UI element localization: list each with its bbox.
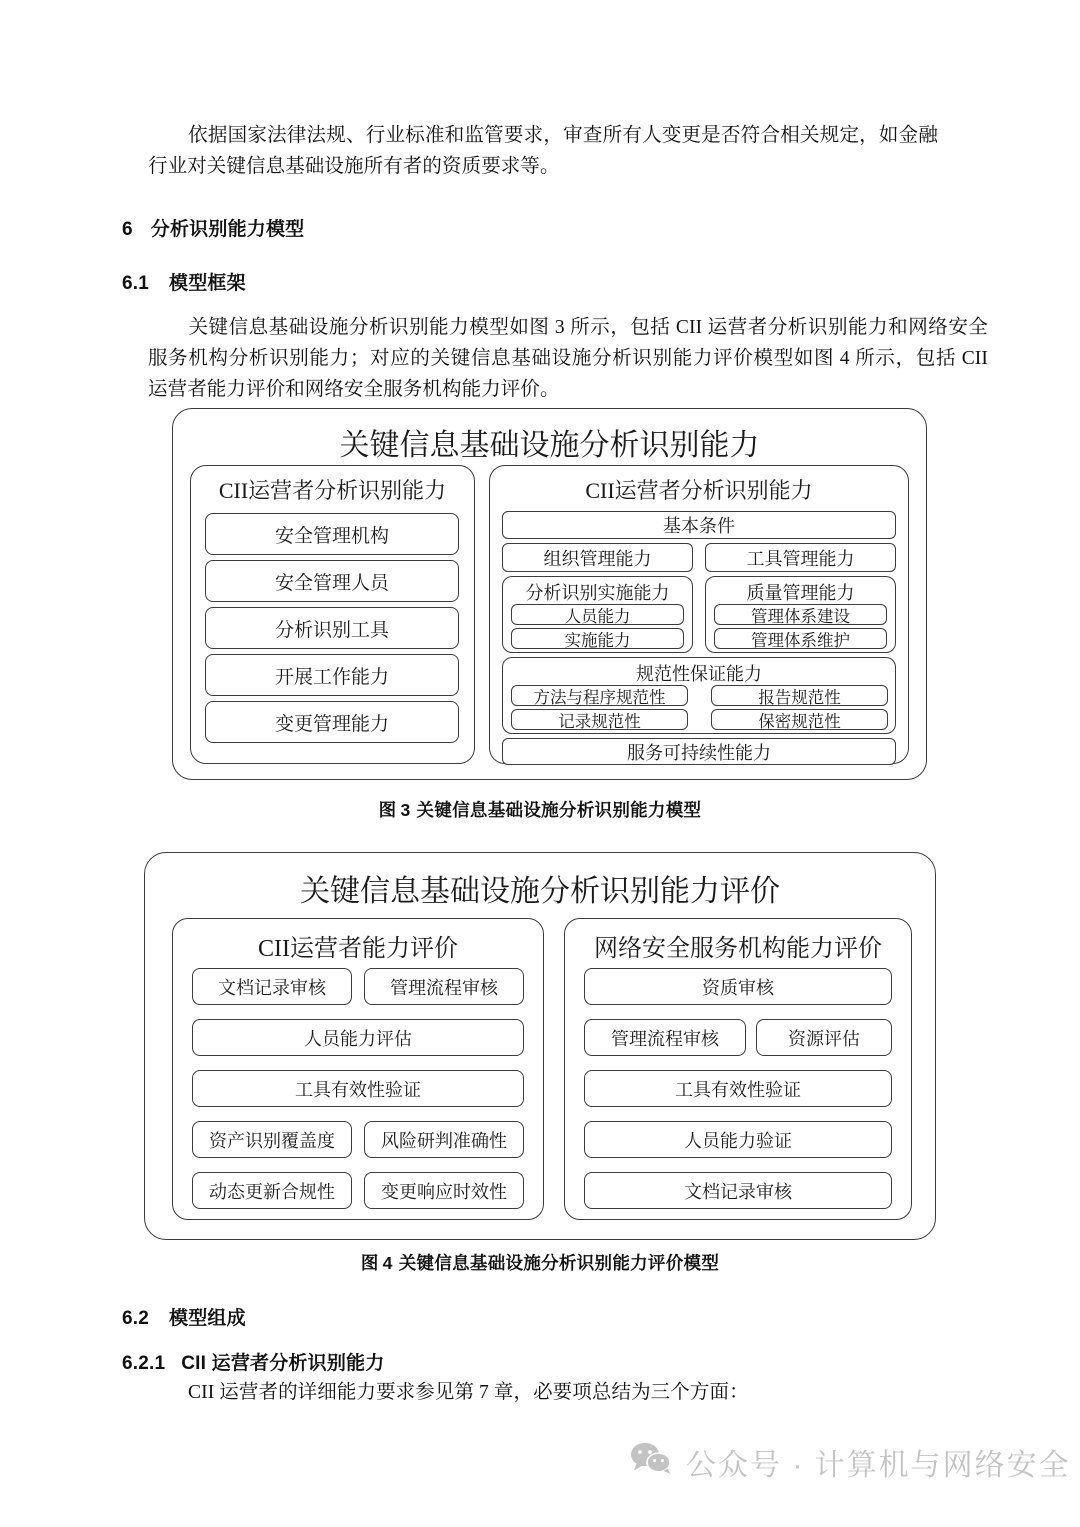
figure3-basic-condition (502, 511, 896, 539)
framework-paragraph (148, 312, 988, 405)
figure4-right-item-0-0 (584, 968, 892, 1005)
figure3-group-implementation-item-1 (511, 628, 684, 649)
figure4-right-item-0-0-label: 资质审核 (702, 977, 774, 998)
figure4-right-item-4-0-label: 文档记录审核 (684, 1181, 792, 1202)
figure4-right-item-1-1-label: 资源评估 (788, 1028, 860, 1049)
intro-paragraph (148, 120, 938, 182)
heading-6-1-number: 6.1 (122, 273, 150, 294)
heading-section-6-2-1 (122, 1348, 384, 1375)
figure4-left-panel-title: CII运营者能力评价 (258, 936, 458, 962)
figure4-left-item-1-0 (192, 1019, 524, 1056)
figure3-left-item-0 (205, 513, 459, 555)
heading-6-2-1-title: CII 运营者分析识别能力 (181, 1353, 385, 1374)
figure-4-caption-title: 关键信息基础设施分析识别能力评价模型 (398, 1253, 720, 1273)
heading-6-2-1-number: 6.2.1 (122, 1353, 166, 1374)
framework-paragraph-text: 关键信息基础设施分析识别能力模型如图 3 所示，包括 CII 运营者分析识别能力和网络安全服务机构分析识别能力；对应的关键信息基础设施分析识别能力评价模型如图 4 所示，包括 CII 运营者能力评价和网络安全服务机构能力评价。 (148, 317, 988, 400)
figure3-org-capability (502, 543, 693, 572)
figure3-group-quality-item-1 (714, 628, 887, 649)
figure3-left-item-1 (205, 560, 459, 602)
figure4-right-item-4-0 (584, 1172, 892, 1209)
figure3-group-implementation-item-1-label: 实施能力 (564, 630, 631, 650)
wechat-icon (630, 1442, 672, 1482)
figure4-right-item-3-0 (584, 1121, 892, 1158)
figure3-tool-capability-label: 工具管理能力 (746, 548, 855, 569)
figure3-left-item-4-label: 变更管理能力 (274, 713, 389, 735)
figure3-left-item-2 (205, 607, 459, 649)
figure3-group-normativity-item-3-label: 保密规范性 (758, 711, 841, 731)
figure-3-caption-title: 关键信息基础设施分析识别能力模型 (416, 800, 702, 820)
figure4-left-item-4-0 (192, 1172, 352, 1209)
figure4-left-item-0-1-label: 管理流程审核 (390, 977, 498, 998)
heading-section-6 (122, 214, 304, 241)
heading-6-1-title: 模型框架 (169, 273, 246, 294)
figure3-left-item-2-label: 分析识别工具 (274, 619, 389, 641)
figure4-right-item-1-0-label: 管理流程审核 (611, 1028, 719, 1049)
figure4-left-item-3-0-label: 资产识别覆盖度 (209, 1130, 335, 1151)
figure-3-caption (0, 797, 1080, 822)
figure3-tool-capability (705, 543, 896, 572)
figure-3-caption-label: 图 (378, 800, 397, 820)
figure4-left-item-2-0 (192, 1070, 524, 1107)
figure4-left-item-4-1 (364, 1172, 524, 1209)
figure3-left-item-1-label: 安全管理人员 (274, 572, 389, 594)
figure-4-caption (0, 1250, 1080, 1275)
figure3-group-normativity-item-0 (511, 685, 688, 706)
figure3-group-normativity-item-2-label: 记录规范性 (558, 711, 641, 731)
figure3-group-normativity-title: 规范性保证能力 (636, 664, 762, 684)
figure4-left-item-3-0 (192, 1121, 352, 1158)
heading-section-6-2 (122, 1303, 246, 1330)
figure3-outer-title: 关键信息基础设施分析识别能力 (339, 429, 760, 462)
heading-6-2-title: 模型组成 (169, 1308, 246, 1329)
figure-4-caption-label: 图 (360, 1253, 379, 1273)
figure3-group-quality-item-1-label: 管理体系维护 (751, 630, 850, 650)
figure4-left-item-4-0-label: 动态更新合规性 (209, 1181, 335, 1202)
figure3-group-quality-item-0-label: 管理体系建设 (751, 606, 850, 626)
watermark (630, 1440, 1071, 1484)
heading-6-number: 6 (122, 219, 133, 240)
figure-4-diagram (144, 852, 936, 1240)
figure4-left-item-3-1-label: 风险研判准确性 (381, 1130, 507, 1151)
closing-paragraph-text: CII 运营者的详细能力要求参见第 7 章，必要项总结为三个方面： (188, 1382, 749, 1403)
figure3-group-normativity-item-2 (511, 709, 688, 730)
figure3-group-implementation-title: 分析识别实施能力 (525, 583, 670, 603)
figure4-left-item-3-1 (364, 1121, 524, 1158)
figure3-left-item-3 (205, 654, 459, 696)
figure3-group-normativity-item-1-label: 报告规范性 (758, 687, 841, 707)
heading-6-title: 分析识别能力模型 (150, 219, 305, 240)
figure4-right-item-3-0-label: 人员能力验证 (684, 1130, 792, 1151)
figure3-group-implementation-item-0-label: 人员能力 (564, 606, 631, 626)
figure4-right-item-1-0 (584, 1019, 746, 1056)
figure4-left-item-0-1 (364, 968, 524, 1005)
figure3-group-quality-title: 质量管理能力 (746, 583, 855, 603)
figure4-right-item-1-1 (756, 1019, 892, 1056)
figure4-outer-title: 关键信息基础设施分析识别能力评价 (300, 875, 780, 908)
figure3-group-normativity-item-3 (711, 709, 888, 730)
heading-section-6-1 (122, 268, 246, 295)
figure3-left-item-4 (205, 701, 459, 743)
figure3-service-continuity (502, 738, 896, 765)
watermark-text: 公众号 · 计算机与网络安全 (686, 1449, 1071, 1482)
heading-6-2-number: 6.2 (122, 1308, 150, 1329)
figure4-left-item-2-0-label: 工具有效性验证 (295, 1079, 421, 1100)
figure4-left-item-0-0 (192, 968, 352, 1005)
figure4-left-item-0-0-label: 文档记录审核 (218, 977, 326, 998)
figure4-left-item-4-1-label: 变更响应时效性 (381, 1181, 507, 1202)
figure4-right-panel-title: 网络安全服务机构能力评价 (594, 936, 882, 962)
figure3-left-panel-title: CII运营者分析识别能力 (218, 478, 447, 503)
figure3-group-normativity-item-0-label: 方法与程序规范性 (533, 687, 666, 707)
figure3-group-implementation-item-0 (511, 604, 684, 625)
figure3-right-panel-title: CII运营者分析识别能力 (585, 478, 813, 503)
figure3-service-continuity-label: 服务可持续性能力 (627, 742, 771, 763)
intro-paragraph-text: 依据国家法律法规、行业标准和监管要求，审查所有人变更是否符合相关规定，如金融行业对关键信息基础设施所有者的资质要求等。 (148, 125, 938, 177)
closing-paragraph (148, 1377, 968, 1408)
figure3-org-capability-label: 组织管理能力 (543, 548, 652, 569)
figure3-basic-condition-label: 基本条件 (663, 516, 735, 536)
figure3-group-quality-item-0 (714, 604, 887, 625)
figure-3-caption-number: 3 (400, 800, 411, 820)
figure3-left-item-3-label: 开展工作能力 (274, 666, 389, 688)
figure4-right-item-2-0 (584, 1070, 892, 1107)
figure-4-caption-number: 4 (382, 1253, 393, 1273)
figure4-left-item-1-0-label: 人员能力评估 (304, 1028, 412, 1049)
figure3-left-item-0-label: 安全管理机构 (274, 525, 389, 547)
figure3-group-normativity-item-1 (711, 685, 888, 706)
figure4-right-item-2-0-label: 工具有效性验证 (675, 1079, 801, 1100)
figure-3-diagram (172, 408, 927, 780)
